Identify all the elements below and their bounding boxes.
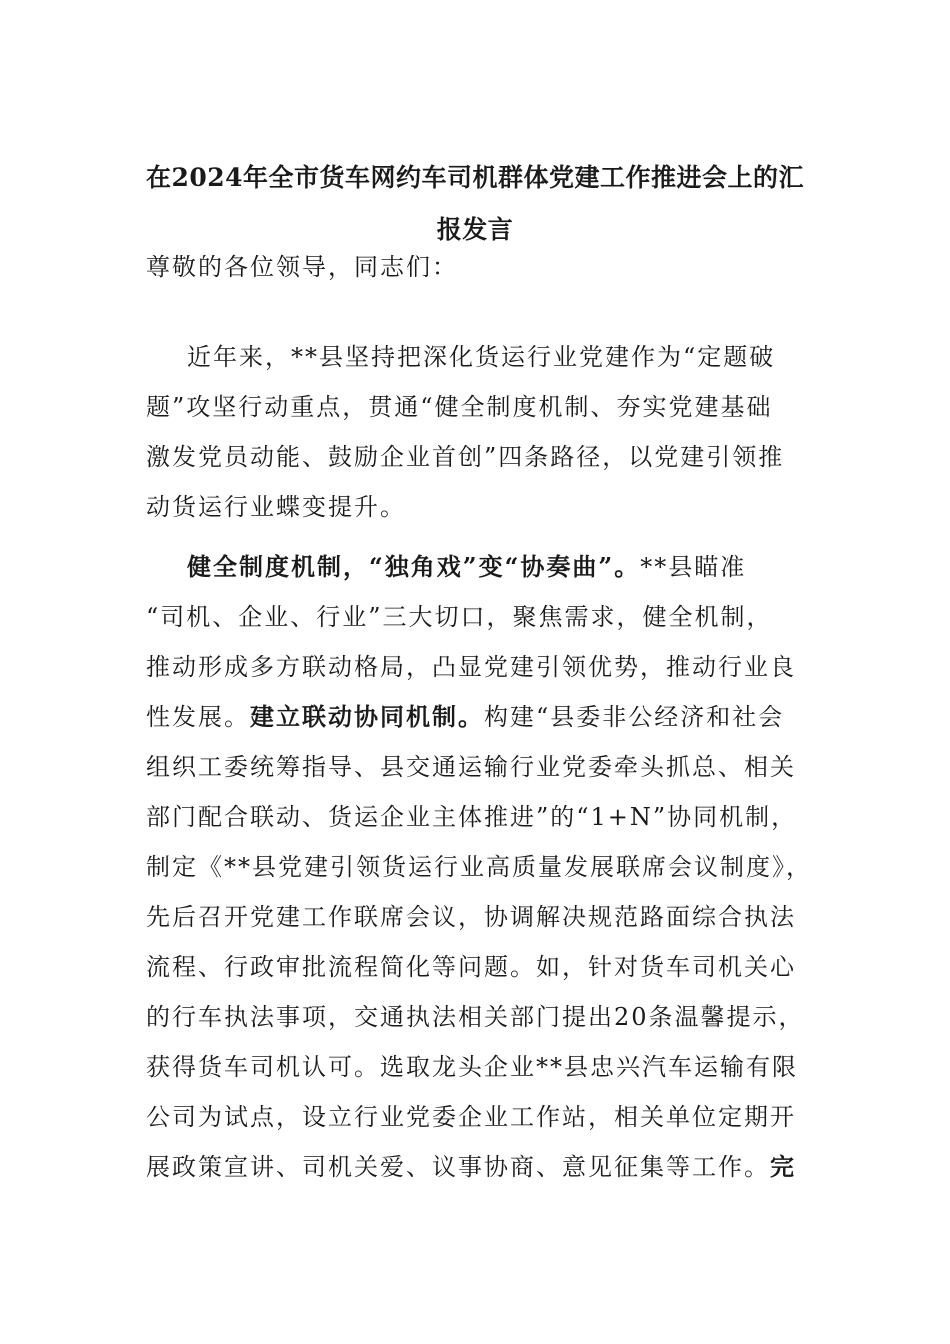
section1-line-6: 部门配合联动、货运企业主体推进”的“1+N”协同机制，: [146, 803, 798, 831]
section1-line-4-start: 性发展。: [146, 703, 250, 731]
intro-line-1: 近年来，**县坚持把深化货运行业党建作为“定题破: [187, 343, 776, 371]
section1-line-13-start: 展政策宣讲、司机关爱、议事协商、意见征集等工作。: [146, 1153, 770, 1181]
intro-line-2: 题”攻坚行动重点，贯通“健全制度机制、夯实党建基础: [146, 393, 773, 421]
document-title-line-2: 报发言: [436, 215, 514, 244]
section1-line-3: 推动形成多方联动格局，凸显党建引领优势，推动行业良: [146, 653, 796, 681]
section1-line-1: [187, 547, 746, 582]
section1-line-4: [146, 697, 784, 732]
section1-subheading: 建立联动协同机制。: [250, 702, 484, 731]
section1-line-4-rest: 构建“县委非公经济和社会: [484, 703, 785, 731]
section1-line-1-rest: **县瞄准: [640, 553, 747, 581]
section1-heading: 健全制度机制，“独角戏”变“协奏曲”。: [187, 552, 641, 581]
document-title-line-1: 在2024年全市货车网约车司机群体党建工作推进会上的汇: [145, 163, 805, 192]
section1-line-5: 组织工委统筹指导、县交通运输行业党委牵头抓总、相关: [146, 753, 796, 781]
intro-line-3: 激发党员动能、鼓励企业首创”四条路径，以党建引领推: [146, 443, 785, 471]
section1-line-2: “司机、企业、行业”三大切口，聚焦需求，健全机制，: [146, 603, 773, 631]
salutation: 尊敬的各位领导，同志们：: [146, 253, 458, 281]
section1-line-7: 制定《**县党建引领货运行业高质量发展联席会议制度》，: [146, 853, 812, 881]
section1-line-13: [146, 1147, 796, 1182]
section1-line-9: 流程、行政审批流程简化等问题。如，针对货车司机关心: [146, 953, 796, 981]
section1-line-8: 先后召开党建工作联席会议，协调解决规范路面综合执法: [146, 903, 796, 931]
intro-line-4: 动货运行业蝶变提升。: [146, 493, 406, 521]
section1-line-10: 的行车执法事项，交通执法相关部门提出20条温馨提示，: [146, 1003, 805, 1031]
section1-line-12: 公司为试点，设立行业党委企业工作站，相关单位定期开: [146, 1103, 796, 1131]
section1-line-13-bold: 完: [770, 1152, 796, 1181]
section1-line-11: 获得货车司机认可。选取龙头企业**县忠兴汽车运输有限: [146, 1053, 798, 1081]
